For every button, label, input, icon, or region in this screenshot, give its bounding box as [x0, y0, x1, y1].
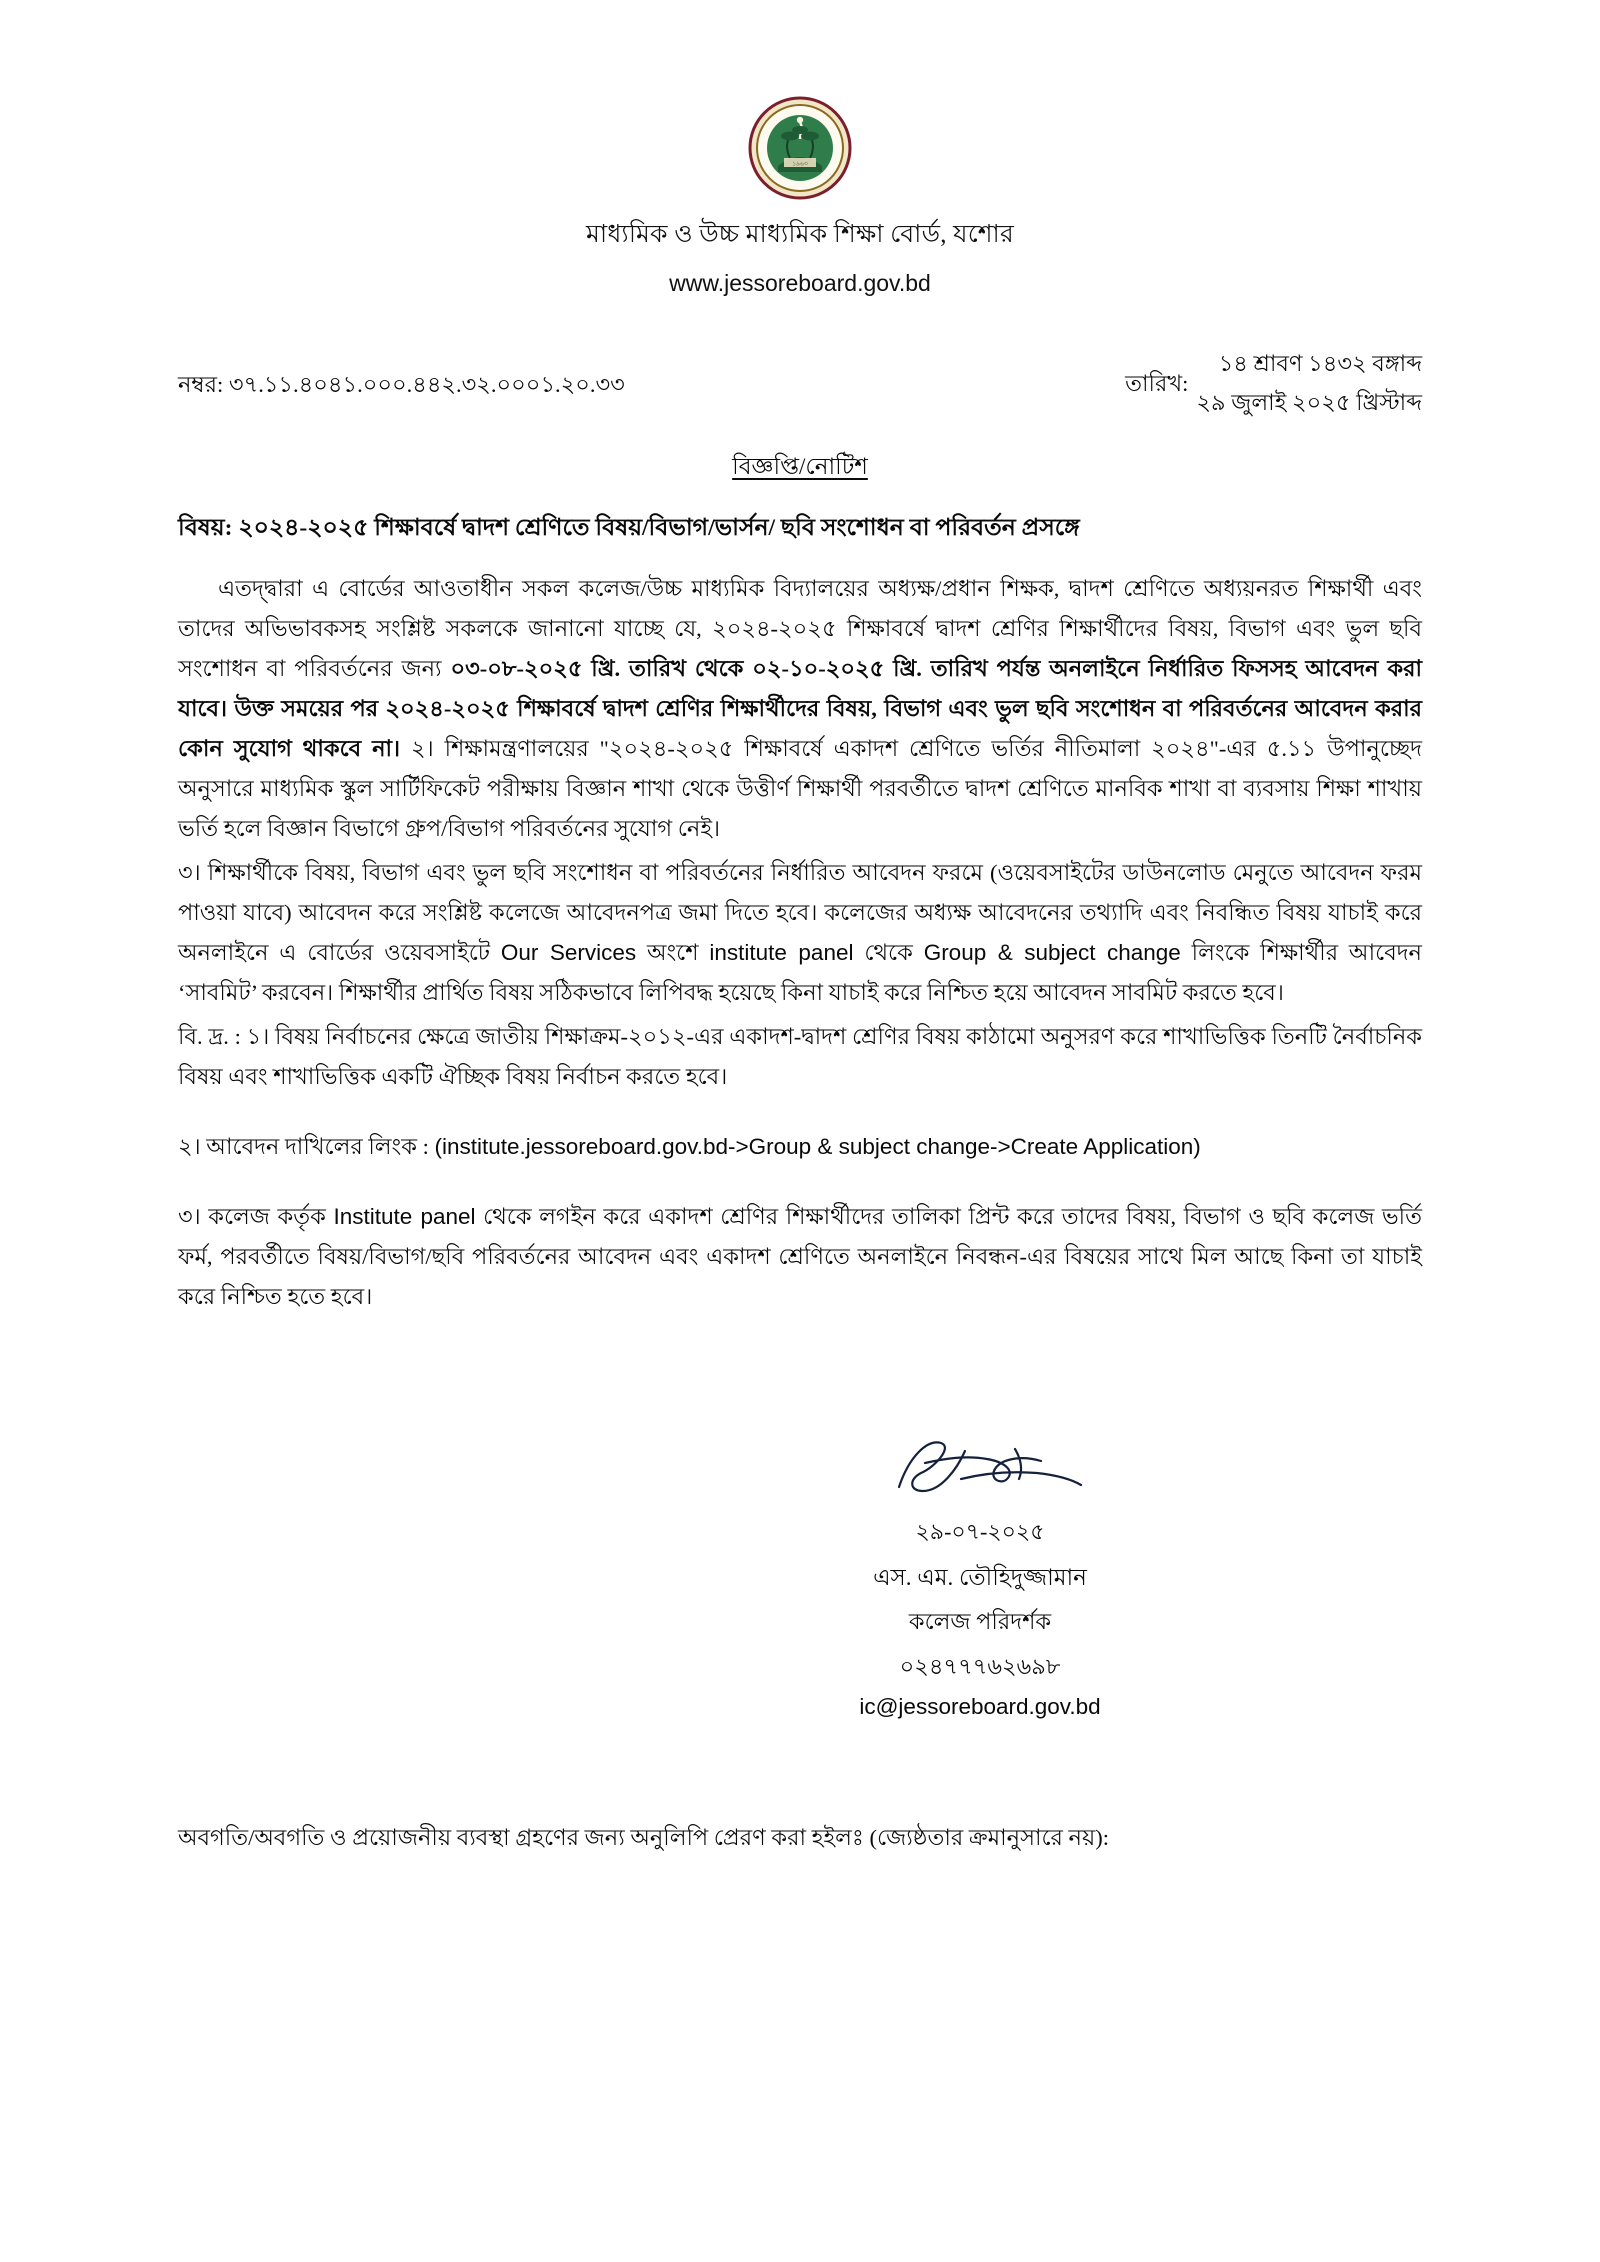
- signatory-phone: ০২৪৭৭৭৬২৬৯৮: [899, 1654, 1061, 1680]
- institute-panel-label: institute panel: [709, 940, 854, 966]
- paragraph-2-part-c: থেকে: [853, 940, 924, 966]
- signature-date: ২৯-০৭-২০২৫: [915, 1519, 1045, 1545]
- paragraph-1: [178, 569, 1422, 849]
- paragraph-2-part-a: ৩। শিক্ষার্থীকে বিষয়, বিভাগ এবং ভুল ছবি সংশোধন বা পরিবর্তনের নির্ধারিত আবেদন ফরমে (ওয়েবসাইটের ডাউনলোড মেনুতে আবেদন ফরম পাওয়া যাবে) আবেদন করে সংশ্লিষ্ট কলেজে আবেদনপত্র জমা দিতে হবে। কলেজের অধ্যক্ষ আবেদনের তথ্যাদি এবং নিবন্ধিত বিষয় যাচাই করে অনলাইনে এ বোর্ডের ওয়েবসাইটে: [178, 859, 1422, 966]
- institute-panel-label-2: Institute panel: [333, 1204, 476, 1230]
- paragraph-1-bold: ০৩-০৮-২০২৫ খ্রি. তারিখ থেকে ০২-১০-২০২৫ খ্রি. তারিখ পর্যন্ত অনলাইনে নির্ধারিত ফিসসহ আবেদন করা যাবে। উক্ত সময়ের পর ২০২৪-২০২৫ শিক্ষাবর্ষে দ্বাদশ শ্রেণির শিক্ষার্থীদের বিষয়, বিভাগ এবং ভুল ছবি সংশোধন বা পরিবর্তনের আবেদন করার কোন সুযোগ থাকবে না।: [178, 655, 1422, 761]
- paragraph-1-part-2: ২। শিক্ষামন্ত্রণালয়ের "২০২৪-২০২৫ শিক্ষাবর্ষে একাদশ শ্রেণিতে ভর্তির নীতিমালা ২০২৪"-এর ৫.১১ উপানুচ্ছেদ অনুসারে মাধ্যমিক স্কুল সার্টিফিকেট পরীক্ষায় বিজ্ঞান শাখা থেকে উত্তীর্ণ শিক্ষার্থী পরবর্তীতে দ্বাদশ শ্রেণিতে মানবিক শাখা বা ব্যবসায় শিক্ষা শাখায় ভর্তি হলে বিজ্ঞান বিভাগে গ্রুপ/বিভাগ পরিবর্তনের সুযোগ নেই।: [178, 735, 1422, 841]
- paragraph-2-part-b: অংশে: [636, 940, 710, 966]
- application-link-url: (institute.jessoreboard.gov.bd->Group & subject change->Create Application): [434, 1134, 1201, 1160]
- memo-date-block: [1125, 345, 1422, 422]
- board-name: মাধ্যমিক ও উচ্চ মাধ্যমিক শিক্ষা বোর্ড, যশোর: [586, 221, 1014, 248]
- memo-number: নম্বর: ৩৭.১১.৪০৪১.০০০.৪৪২.৩২.০০০১.২০.৩৩: [178, 372, 625, 397]
- date-label: তারিখ:: [1125, 371, 1189, 396]
- date-english: ২৯ জুলাই ২০২৫ খ্রিস্টাব্দ: [1196, 389, 1422, 415]
- application-link-label: ২। আবেদন দাখিলের লিংক :: [178, 1134, 435, 1160]
- signatory-name: এস. এম. তৌহিদুজ্জামান: [873, 1565, 1087, 1591]
- date-bangla: ১৪ শ্রাবণ ১৪৩২ বঙ্গাব্দ: [1218, 351, 1422, 376]
- board-emblem-icon: [748, 96, 852, 200]
- board-website: www.jessoreboard.gov.bd: [669, 270, 931, 296]
- paragraph-4-application-link: [178, 1127, 1422, 1167]
- page-title: বিজ্ঞপ্তি/নোটিশ: [732, 454, 868, 480]
- paragraph-2: [178, 853, 1422, 1013]
- paragraph-5-part-a: ৩। কলেজ কর্তৃক: [178, 1204, 334, 1230]
- paragraph-1-part-1: এতদ্দ্বারা এ বোর্ডের আওতাধীন সকল কলেজ/উচ্চ মাধ্যমিক বিদ্যালয়ের অধ্যক্ষ/প্রধান শিক্ষক, দ্বাদশ শ্রেণিতে অধ্যয়নরত শিক্ষার্থী এবং তাদের অভিভাবকসহ সংশ্লিষ্ট সকলকে জানানো যাচ্ছে যে, ২০২৪-২০২৫ শিক্ষাবর্ষে দ্বাদশ শ্রেণির শিক্ষার্থীদের বিষয়, বিভাগ এবং ভুল ছবি সংশোধন বা পরিবর্তনের জন্য: [178, 575, 1422, 681]
- subject-line: [178, 511, 1422, 546]
- handwritten-signature-icon: [538, 1429, 1422, 1507]
- signature-block: [178, 1429, 1422, 1720]
- document-header: [178, 0, 1422, 297]
- subject-label: বিষয়:: [178, 515, 233, 542]
- subject-text: ২০২৪-২০২৫ শিক্ষাবর্ষে দ্বাদশ শ্রেণিতে বিষয়/বিভাগ/ভার্সন/ ছবি সংশোধন বা পরিবর্তন প্রসঙ্গে: [238, 515, 1080, 542]
- paragraph-2-part-d: লিংকে শিক্ষার্থীর আবেদন ‘সাবমিট’ করবেন। শিক্ষার্থীর প্রার্থিত বিষয় সঠিকভাবে লিপিবদ্ধ হয়েছে কিনা যাচাই করে নিশ্চিত হয়ে আবেদন সাবমিট করতে হবে।: [178, 940, 1422, 1006]
- paragraph-3-note: বি. দ্র. : ১। বিষয় নির্বাচনের ক্ষেত্রে জাতীয় শিক্ষাক্রম-২০১২-এর একাদশ-দ্বাদশ শ্রেণির বিষয় কাঠামো অনুসরণ করে শাখাভিত্তিক তিনটি নৈর্বাচনিক বিষয় এবং শাখাভিত্তিক একটি ঐচ্ছিক বিষয় নির্বাচন করতে হবে।: [178, 1024, 1422, 1090]
- signatory-role: কলেজ পরিদর্শক: [908, 1609, 1052, 1635]
- signatory-email: ic@jessoreboard.gov.bd: [859, 1694, 1101, 1720]
- paragraph-5-part-b: থেকে লগইন করে একাদশ শ্রেণির শিক্ষার্থীদের তালিকা প্রিন্ট করে তাদের বিষয়, বিভাগ ও ছবি কলেজ ভর্তি ফর্ম, পরবর্তীতে বিষয়/বিভাগ/ছবি পরিবর্তনের আবেদন এবং একাদশ শ্রেণিতে অনলাইনে নিবন্ধন-এর বিষয়ের সাথে মিল আছে কিনা তা যাচাই করে নিশ্চিত হতে হবে।: [178, 1204, 1422, 1310]
- group-subject-change-label: Group & subject change: [923, 940, 1181, 966]
- memo-meta-row: [178, 345, 1422, 422]
- paragraph-5: [178, 1197, 1422, 1317]
- our-services-label: Our Services: [500, 940, 637, 966]
- svg-text:১৯৬৩: ১৯৬৩: [792, 161, 808, 168]
- copy-distribution-note: অবগতি/অবগতি ও প্রয়োজনীয় ব্যবস্থা গ্রহণের জন্য অনুলিপি প্রেরণ করা হইলঃ (জ্যেষ্ঠতার ক্রমানুসারে নয়):: [178, 1825, 1109, 1851]
